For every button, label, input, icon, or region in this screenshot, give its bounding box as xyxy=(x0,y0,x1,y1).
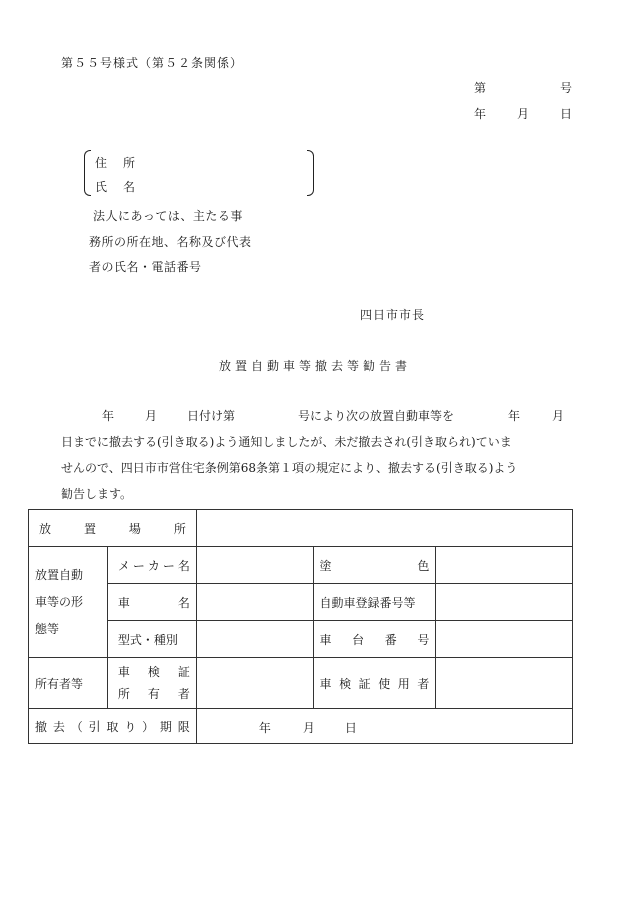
car-name-label: 車 名 xyxy=(107,584,196,621)
body-line-4: 勧告します。 xyxy=(61,487,133,501)
deadline-day: 日 xyxy=(344,721,357,735)
registration-label: 自動車登録番号等 xyxy=(313,584,436,621)
model-row xyxy=(29,621,573,658)
car-name-value[interactable] xyxy=(196,584,313,621)
cert-owner-value[interactable] xyxy=(196,658,313,709)
right-bracket xyxy=(307,150,314,196)
maker-value[interactable] xyxy=(196,547,313,584)
paint-value[interactable] xyxy=(436,547,573,584)
deadline-value[interactable] xyxy=(196,709,572,744)
maker-row xyxy=(29,547,573,584)
deadline-month: 月 xyxy=(302,721,315,735)
location-label: 放 置 場 所 xyxy=(29,510,197,547)
issuer: 四日市市長 xyxy=(360,308,426,322)
date-month: 月 xyxy=(517,107,530,121)
car-name-row xyxy=(29,584,573,621)
corporate-note-line-2: 務所の所在地、名称及び代表 xyxy=(89,235,252,249)
name-label: 氏 名 xyxy=(95,180,136,194)
body-line-2: 日までに撤去する(引き取る)よう通知しましたが、未だ撤去され(引き取られ)ていま xyxy=(61,435,512,449)
address-label: 住 所 xyxy=(95,156,136,170)
doc-number-prefix: 第 xyxy=(474,81,487,95)
body-line-3: せんので、四日市市営住宅条例第68条第１項の規定により、撤去する(引き取る)よう xyxy=(61,461,518,475)
doc-number-suffix: 号 xyxy=(559,81,572,95)
chassis-value[interactable] xyxy=(436,621,573,658)
date-year: 年 xyxy=(474,107,487,121)
deadline-year: 年 xyxy=(258,721,271,735)
date-day: 日 xyxy=(559,107,572,121)
chassis-label: 車 台 番 号 xyxy=(313,621,436,658)
cert-user-label: 車 検 証 使 用 者 xyxy=(313,658,436,709)
owner-group-label: 所有者等 xyxy=(29,658,108,709)
cert-owner-label: 車 検 証 所 有 者 xyxy=(107,658,196,709)
vehicle-group-label: 放置自動 車等の形 態等 xyxy=(29,547,108,658)
left-bracket xyxy=(84,150,91,196)
cert-user-value[interactable] xyxy=(436,658,573,709)
registration-value[interactable] xyxy=(436,584,573,621)
vehicle-info-table xyxy=(28,509,573,744)
location-row xyxy=(29,510,573,547)
recipient-block xyxy=(84,150,314,194)
location-value[interactable] xyxy=(196,510,572,547)
deadline-label: 撤 去 （ 引 取 り ） 期 限 xyxy=(29,709,197,744)
corporate-note-line-1: 法人にあっては、主たる事 xyxy=(93,209,243,223)
document-title: 放置自動車等撤去等勧告書 xyxy=(218,359,411,373)
corporate-note-line-3: 者の氏名・電話番号 xyxy=(89,260,202,274)
model-value[interactable] xyxy=(196,621,313,658)
model-label: 型式・種別 xyxy=(107,621,196,658)
maker-label: メ ー カ ー 名 xyxy=(107,547,196,584)
owner-row xyxy=(29,658,573,709)
paint-label: 塗 色 xyxy=(313,547,436,584)
form-number: 第５５号様式（第５２条関係） xyxy=(61,56,244,70)
deadline-row xyxy=(29,709,573,744)
